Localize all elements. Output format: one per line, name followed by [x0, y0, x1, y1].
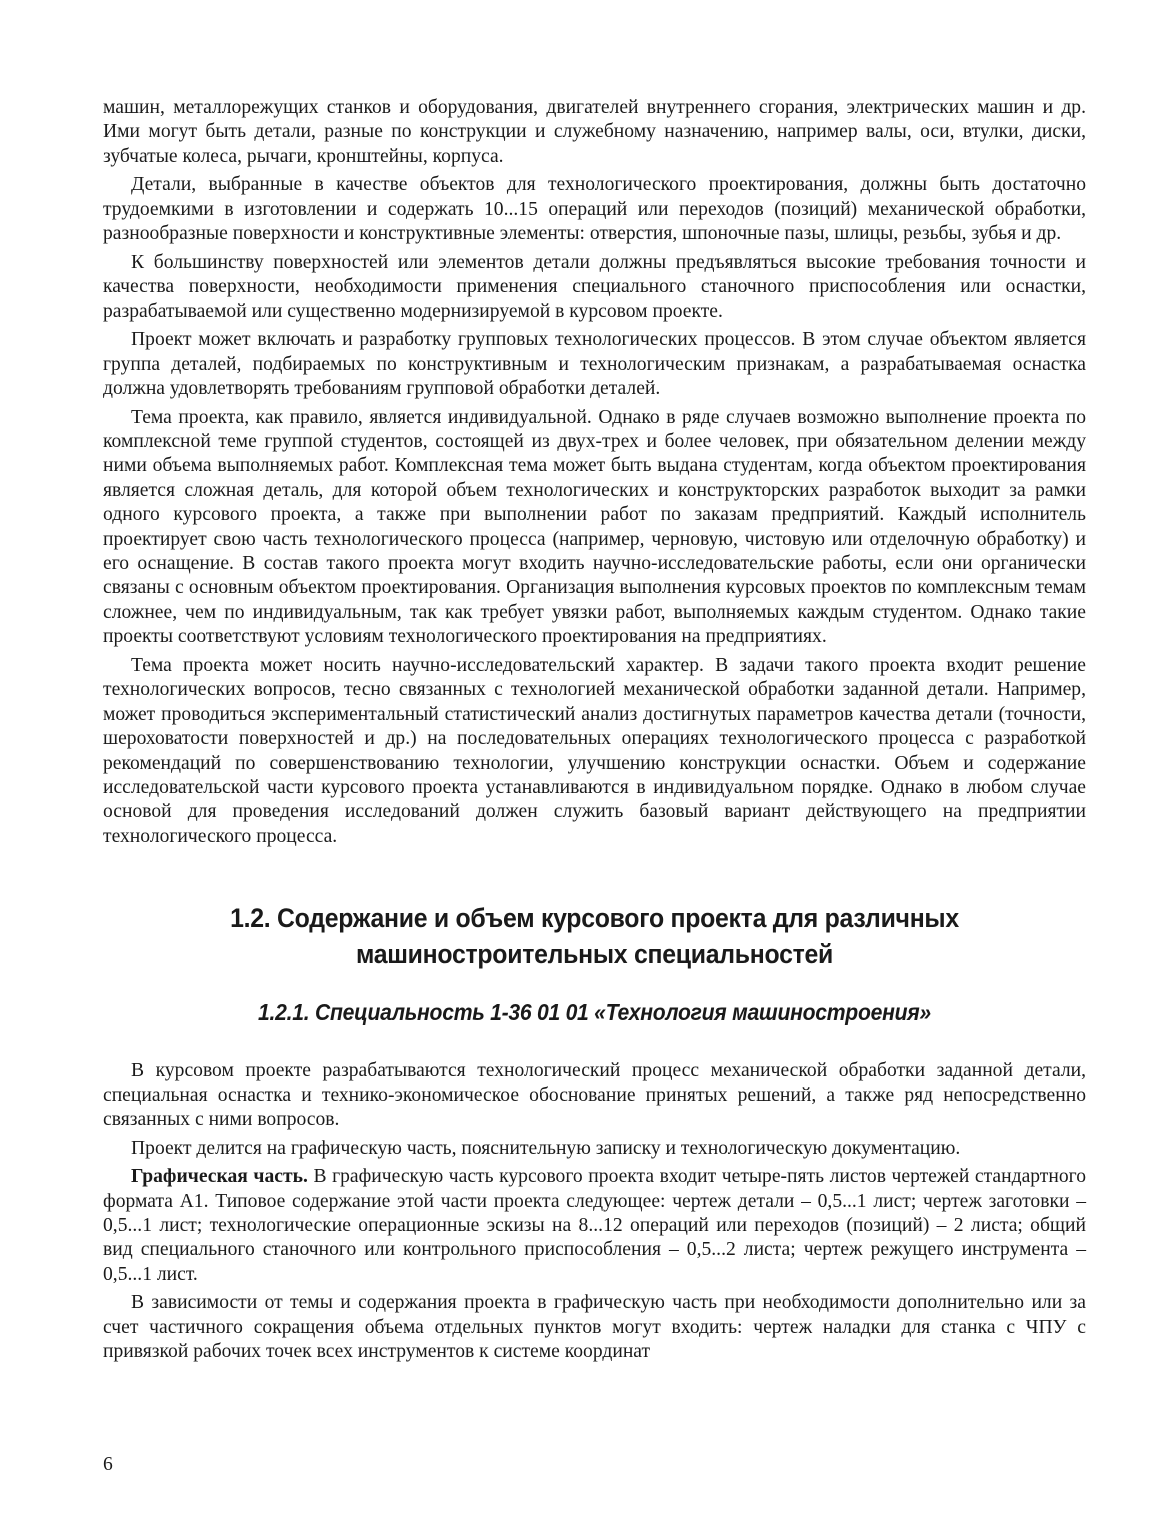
page-content: [103, 96, 1086, 1369]
section-title: [142, 900, 1046, 972]
paragraph-group-processes: Проект может включать и разработку групповых технологических процессов. В этом случае объектом является группа деталей, подбираемых по конструктивным и технологическим признакам, а разрабатываемая оснастка должна удовлетворять требованиям групповой обработки деталей.: [103, 329, 1086, 400]
paragraph-project-division: Проект делится на графическую часть, пояснительную записку и технологическую документацию.: [131, 1137, 961, 1159]
paragraph-project-topic: Тема проекта, как правило, является индивидуальной. Однако в ряде случаев возможно выполнение проекта по комплексной теме группой студентов, состоящей из двух-трех и более человек, при обязательном делении между ними объема выполняемых работ. Комплексная тема может быть выдана студентам, когда объектом проектирования является сложная деталь, для которой объем технологических и конструкторских разработок выходит за рамки одного курсового проекта, а также при выполнении работ по заказам предприятий. Каждый исполнитель проектирует свою часть технологического процесса (например, черновую, чистовую или отделочную обработку) и его оснащение. В состав такого проекта могут входить научно-исследовательские работы, если они органически связаны с основным объектом проектирования. Организация выполнения курсовых проектов по комплексным темам сложнее, чем по индивидуальным, так как требует увязки работ, выполняемых каждым студентом. Однако такие проекты соответствуют условиям технологического проектирования на предприятиях.: [103, 406, 1086, 648]
graphic-part-label: Графическая часть.: [131, 1166, 308, 1188]
paragraph-course-project-scope: В курсовом проекте разрабатываются технологический процесс механической обработки заданной детали, специальная оснастка и технико-экономическое обоснование принятых решений, а также ряд непосредственно связанных с ними вопросов.: [103, 1060, 1086, 1130]
graphic-part-text: В графическую часть курсового проекта входит четыре-пять листов чертежей стандартного формата А1. Типовое содержание этой части проекта следующее: чертеж детали – 0,5...1 лист; чертеж заготовки – 0,5...1 лист; технологические операционные эскизы на 8...12 операций или переходов (позиций) – 2 листа; общий вид специального станочного или контрольного приспособления – 0,5...2 листа; чертеж режущего инструмента – 0,5...1 лист.: [103, 1166, 1086, 1285]
section-title-line-2: машиностроительных специальностей: [355, 939, 834, 970]
paragraph-research-topic: Тема проекта может носить научно-исследовательский характер. В задачи такого проекта входит решение технологических вопросов, тесно связанных с технологией механической обработки заданной детали. Например, может проводиться экспериментальный статистический анализ достигнутых параметров качества детали (точности, шероховатости поверхностей и др.) на последовательных операциях технологического процесса с разработкой рекомендаций по совершенствованию технологии, улучшению конструкции оснастки. Объем и содержание исследовательской части курсового проекта устанавливаются в индивидуальном порядке. Однако в любом случае основой для проведения исследований должен служить базовый вариант действующего на предприятии технологического процесса.: [103, 654, 1086, 847]
paragraph-additional-sheets: В зависимости от темы и содержания проекта в графическую часть при необходимости дополнительно или за счет частичного сокращения объема отдельных пунктов могут входить: чертеж наладки для станка с ЧПУ с привязкой рабочих точек всех инструментов к системе координат: [103, 1292, 1086, 1363]
subsection-title: 1.2.1. Специальность 1-36 01 01 «Технология машиностроения»: [258, 999, 931, 1026]
paragraph-details-selection: Детали, выбранные в качестве объектов для технологического проектирования, должны быть достаточно трудоемкими в изготовлении и содержать 10...15 операций или переходов (позиций) механической обработки, разнообразные поверхности и конструктивные элементы: отверстия, шпоночные пазы, шлицы, резьбы, зубья и др.: [103, 174, 1086, 245]
paragraph-continuation: машин, металлорежущих станков и оборудования, двигателей внутреннего сгорания, электрических машин и др. Ими могут быть детали, разные по конструкции и служебному назначению, например валы, оси, втулки, диски, зубчатые колеса, рычаги, кронштейны, корпуса.: [103, 97, 1086, 167]
paragraph-graphic-part: [103, 1165, 1086, 1287]
section-title-line-1: 1.2. Содержание и объем курсового проекта для различных: [230, 903, 959, 934]
page-number: 6: [103, 1454, 113, 1475]
paragraph-surface-requirements: К большинству поверхностей или элементов детали должны предъявляться высокие требования точности и качества поверхности, необходимости применения специального станочного приспособления или оснастки, разрабатываемой или существенно модернизируемой в курсовом проекте.: [103, 251, 1086, 322]
